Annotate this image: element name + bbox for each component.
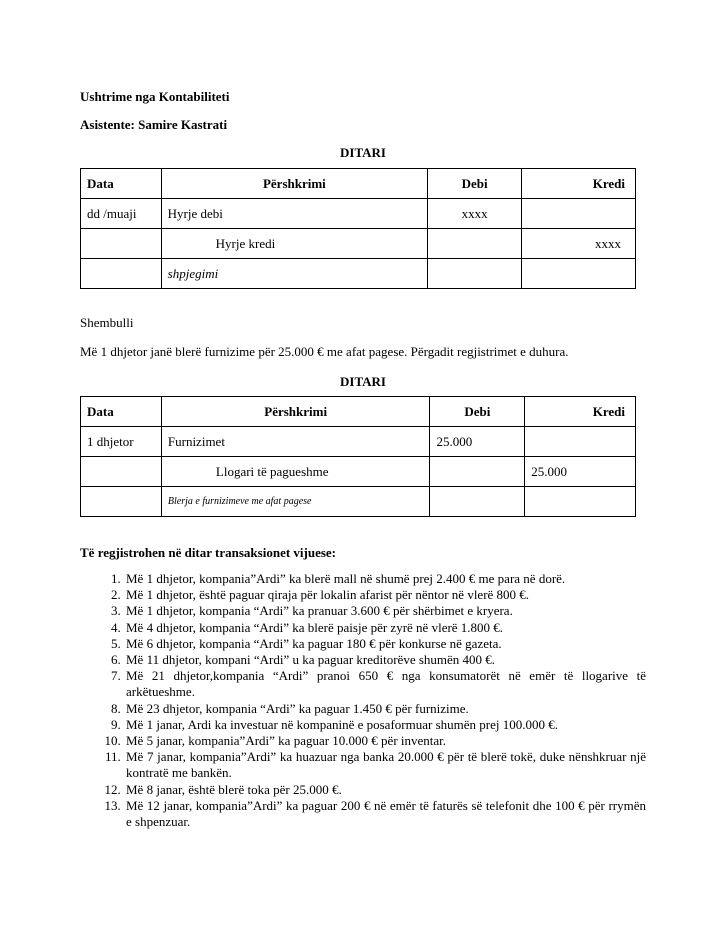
column-header-credit: Kredi bbox=[525, 397, 636, 427]
table-header-row bbox=[81, 397, 636, 427]
cell-date bbox=[81, 457, 162, 487]
table-header-row bbox=[81, 169, 636, 199]
cell-debit: 25.000 bbox=[430, 427, 525, 457]
journal-title: DITARI bbox=[340, 374, 386, 389]
cell-credit bbox=[525, 487, 636, 517]
document-title: Ushtrime nga Kontabiliteti bbox=[80, 89, 230, 104]
journal-table bbox=[80, 168, 636, 289]
cell-date bbox=[81, 229, 162, 259]
table-row bbox=[81, 229, 636, 259]
journal-title: DITARI bbox=[340, 145, 386, 160]
cell-debit bbox=[428, 229, 522, 259]
tasks-heading: Të regjistrohen në ditar transaksionet vijuese: bbox=[80, 545, 337, 560]
cell-description bbox=[161, 457, 430, 487]
cell-description: Furnizimet bbox=[161, 427, 430, 457]
list-item: 1. Më 1 dhjetor, kompania”Ardi” ka blerë mall në shumë prej 2.400 € me para në dorë. bbox=[124, 571, 646, 587]
example-text: Më 1 dhjetor janë blerë furnizime për 25.000 € me afat pagese. Përgadit regjistrimet e duhura. bbox=[80, 344, 569, 359]
list-item: 8. Më 23 dhjetor, kompania “Ardi” ka paguar 1.450 € për furnizime. bbox=[124, 701, 646, 717]
cell-description: Hyrje debi bbox=[161, 199, 427, 229]
table-row bbox=[81, 427, 636, 457]
column-header-description: Përshkrimi bbox=[161, 397, 430, 427]
list-item: 4. Më 4 dhjetor, kompania “Ardi” ka blerë paisje për zyrë në vlerë 1.800 €. bbox=[124, 620, 646, 636]
cell-date bbox=[81, 259, 162, 289]
cell-credit bbox=[525, 427, 636, 457]
table-row bbox=[81, 259, 636, 289]
cell-debit bbox=[430, 487, 525, 517]
cell-debit bbox=[428, 259, 522, 289]
journal-table-example bbox=[80, 396, 636, 517]
column-header-description: Përshkrimi bbox=[161, 169, 427, 199]
transactions-list bbox=[80, 571, 646, 830]
cell-credit: 25.000 bbox=[525, 457, 636, 487]
assistant-name: Asistente: Samire Kastrati bbox=[80, 117, 228, 132]
table-row bbox=[81, 457, 636, 487]
list-item: 5. Më 6 dhjetor, kompania “Ardi” ka paguar 180 € për konkurse në gazeta. bbox=[124, 636, 646, 652]
cell-description bbox=[161, 229, 427, 259]
column-header-date: Data bbox=[81, 397, 162, 427]
example-heading: Shembulli bbox=[80, 315, 134, 330]
list-item: 12. Më 8 janar, është blerë toka për 25.000 €. bbox=[124, 782, 646, 798]
cell-explanation: shpjegimi bbox=[161, 259, 427, 289]
credit-entry-text: Hyrje kredi bbox=[215, 235, 276, 251]
column-header-debit: Debi bbox=[430, 397, 525, 427]
cell-credit bbox=[522, 259, 636, 289]
list-item: 6. Më 11 dhjetor, kompani “Ardi” u ka paguar kreditorëve shumën 400 €. bbox=[124, 652, 646, 668]
column-header-debit: Debi bbox=[428, 169, 522, 199]
cell-credit bbox=[522, 199, 636, 229]
list-item: 13. Më 12 janar, kompania”Ardi” ka paguar 200 € në emër të faturës së telefonit dhe 100 € për rrymën e shpenzuar. bbox=[124, 798, 646, 830]
cell-credit: xxxx bbox=[522, 229, 636, 259]
list-item: 9. Më 1 janar, Ardi ka investuar në kompaninë e posaformuar shumën prej 100.000 €. bbox=[124, 717, 646, 733]
list-item: 7. Më 21 dhjetor,kompania “Ardi” pranoi 650 € nga konsumatorët në emër të llogarive të arkëtueshme. bbox=[124, 668, 646, 700]
list-item: 3. Më 1 dhjetor, kompania “Ardi” ka pranuar 3.600 € për shërbimet e kryera. bbox=[124, 603, 646, 619]
cell-debit bbox=[430, 457, 525, 487]
table-row bbox=[81, 487, 636, 517]
cell-debit: xxxx bbox=[428, 199, 522, 229]
cell-date: 1 dhjetor bbox=[81, 427, 162, 457]
list-item: 2. Më 1 dhjetor, është paguar qiraja për lokalin afarist për nëntor në vlerë 800 €. bbox=[124, 587, 646, 603]
list-item: 10. Më 5 janar, kompania”Ardi” ka paguar 10.000 € për inventar. bbox=[124, 733, 646, 749]
cell-date bbox=[81, 487, 162, 517]
cell-explanation: Blerja e furnizimeve me afat pagese bbox=[161, 487, 430, 517]
list-item: 11. Më 7 janar, kompania”Ardi” ka huazuar nga banka 20.000 € për të blerë tokë, duke nënshkruar një kontratë me bankën. bbox=[124, 749, 646, 781]
table-row bbox=[81, 199, 636, 229]
column-header-date: Data bbox=[81, 169, 162, 199]
column-header-credit: Kredi bbox=[522, 169, 636, 199]
cell-date: dd /muaji bbox=[81, 199, 162, 229]
credit-entry-text: Llogari të pagueshme bbox=[215, 463, 329, 479]
